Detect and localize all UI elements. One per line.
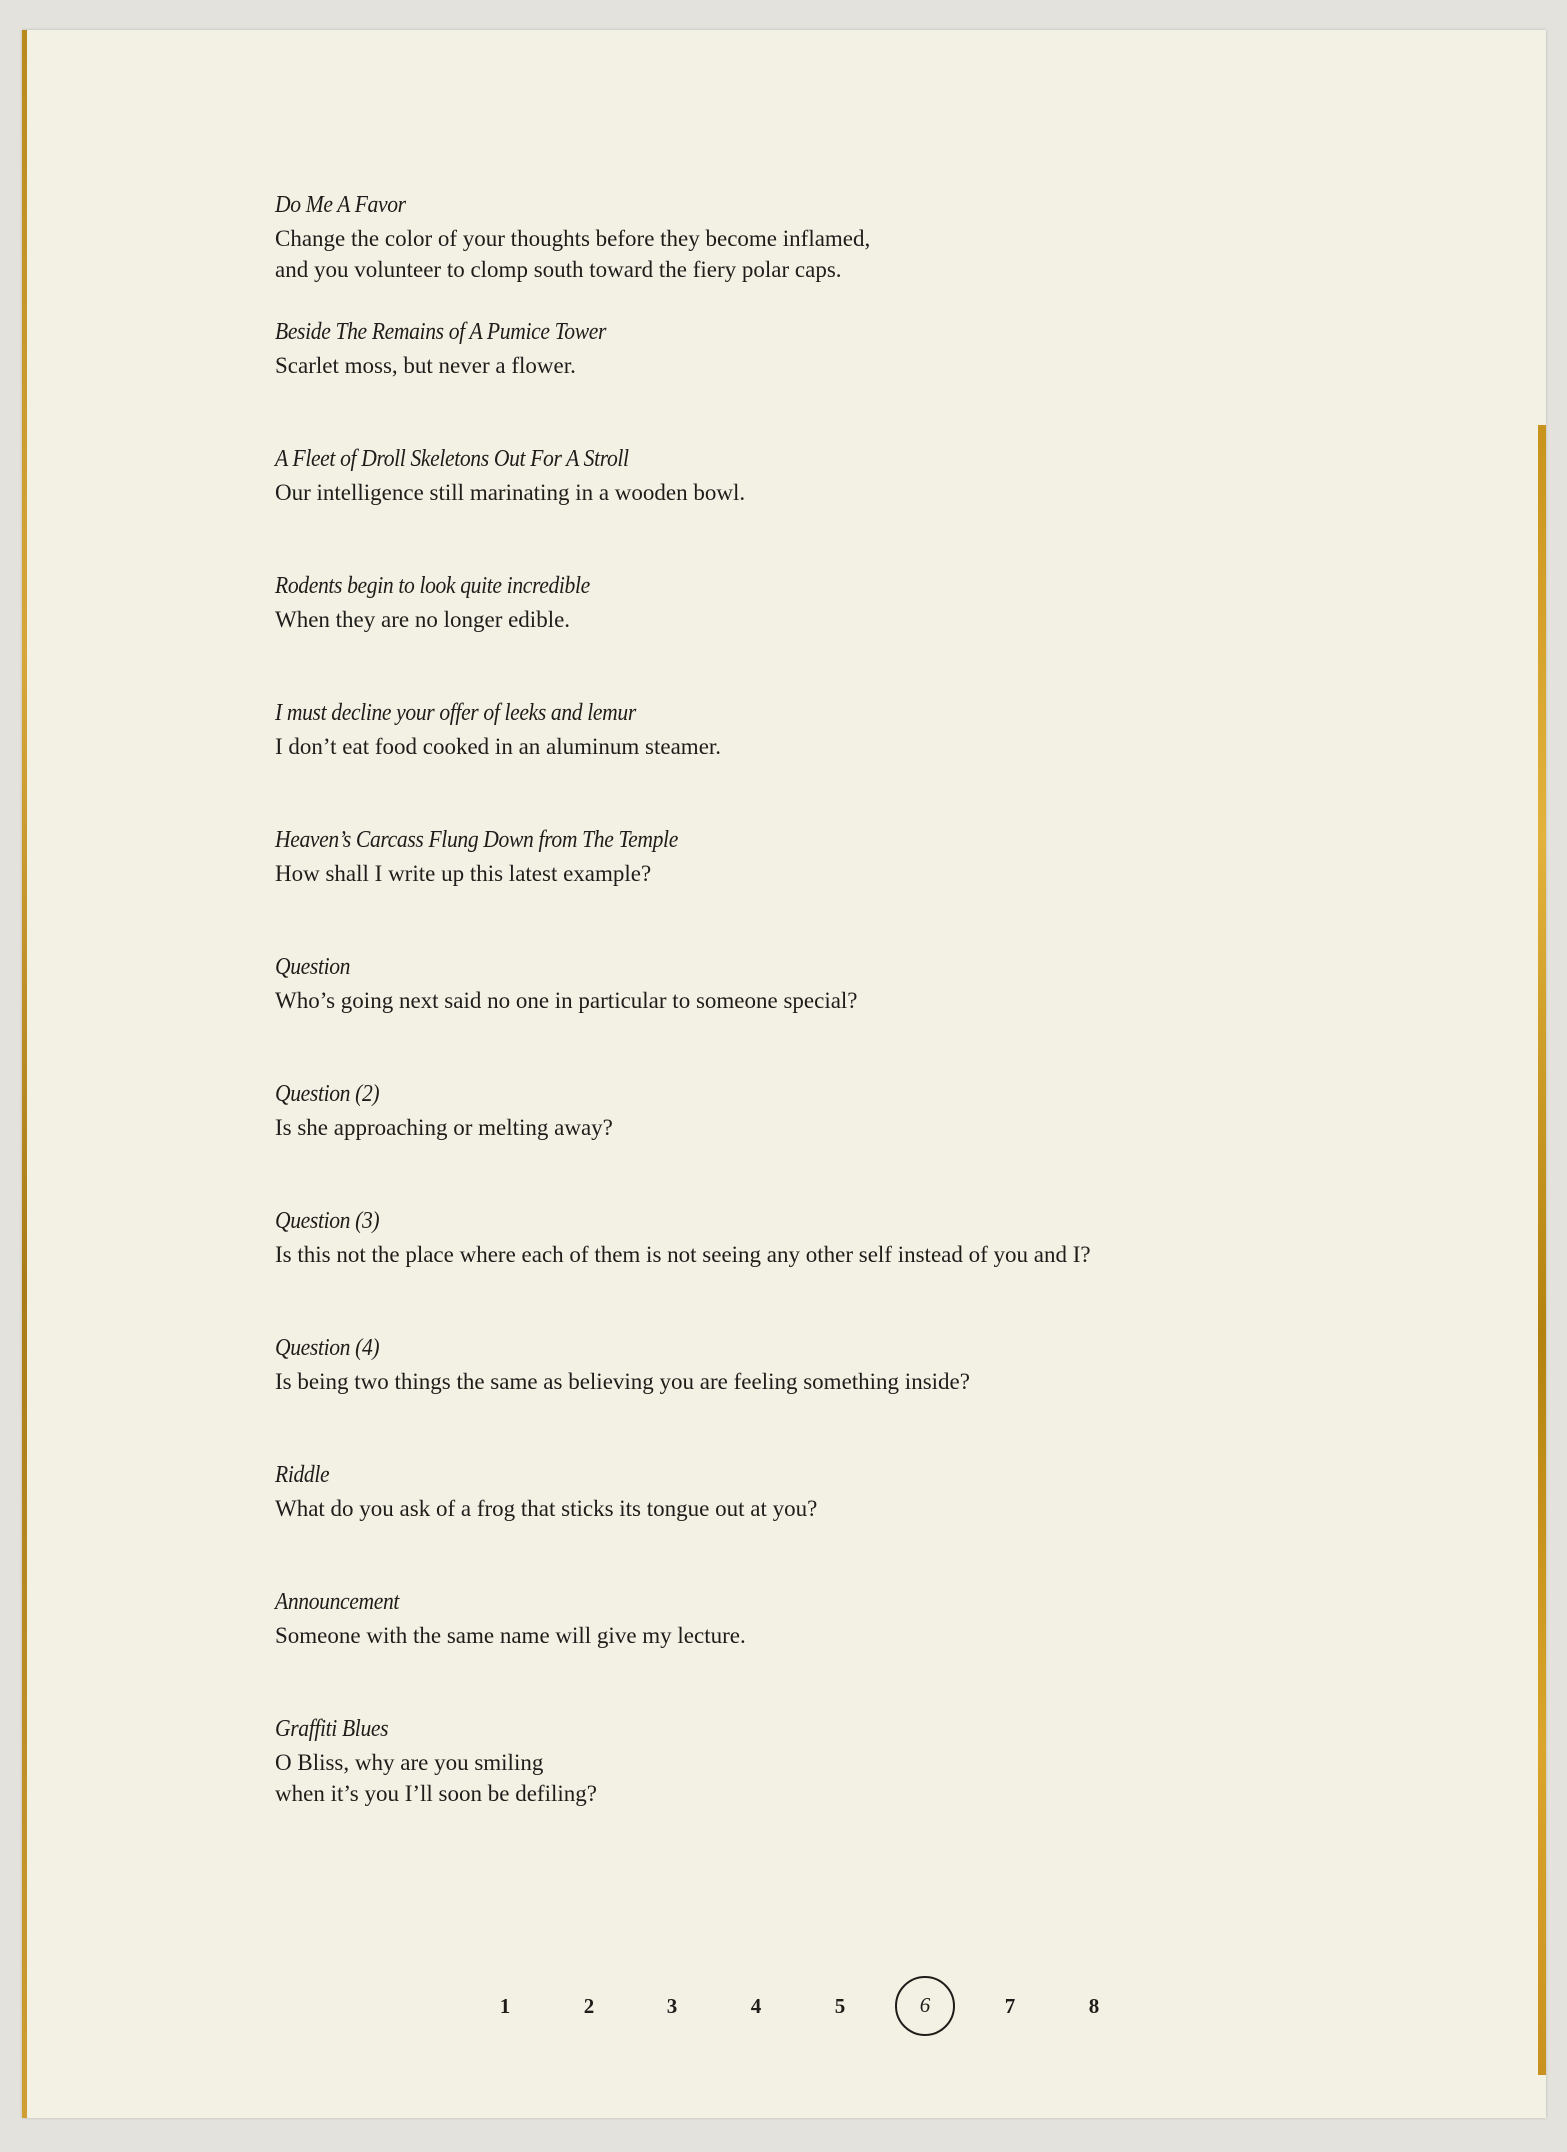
poem-line: O Bliss, why are you smiling — [275, 1750, 544, 1775]
poem-line: Is this not the place where each of them is not seeing any other self instead of you and I? — [275, 1242, 1091, 1267]
gilt-edge-right — [1538, 425, 1546, 2075]
poem-line: Scarlet moss, but never a flower. — [275, 353, 576, 378]
poem-line: Our intelligence still marinating in a wooden bowl. — [275, 480, 746, 505]
page-link-4[interactable]: 4 — [750, 1994, 762, 2018]
page-link-8[interactable]: 8 — [1088, 1994, 1100, 2018]
poem-title: I must decline your offer of leeks and lemur — [275, 700, 636, 726]
poem-line: Who’s going next said no one in particular to someone special? — [275, 988, 858, 1013]
poem-line: when it’s you I’ll soon be defiling? — [275, 1781, 597, 1806]
poem-entry — [275, 314, 1375, 441]
poem-entry — [275, 1457, 1375, 1584]
poem-entry — [275, 1076, 1375, 1203]
poem-title: Question — [275, 954, 351, 980]
poem-line: Is being two things the same as believing you are feeling something inside? — [275, 1369, 970, 1394]
page-link-5[interactable]: 5 — [834, 1994, 846, 2018]
poem-entry — [275, 1584, 1375, 1711]
poem-entry — [275, 441, 1375, 568]
poem-entry — [275, 949, 1375, 1076]
pagination — [22, 1976, 1546, 2036]
poem-entry — [275, 695, 1375, 822]
poem-entry — [275, 187, 1375, 314]
gilt-edge-left — [22, 30, 27, 2118]
poem-entry — [275, 568, 1375, 695]
poem-entry — [275, 1711, 1375, 1809]
poem-line: and you volunteer to clomp south toward the fiery polar caps. — [275, 257, 842, 282]
poem-title: Question (4) — [275, 1335, 380, 1361]
poem-entry — [275, 1203, 1375, 1330]
poem-entry — [275, 1330, 1375, 1457]
poem-line: Is she approaching or melting away? — [275, 1115, 613, 1140]
paper-sheet — [22, 30, 1546, 2118]
page-link-7[interactable]: 7 — [1004, 1994, 1016, 2018]
page-link-2[interactable]: 2 — [583, 1994, 595, 2018]
poem-title: Heaven’s Carcass Flung Down from The Temple — [275, 827, 678, 853]
poem-title: Rodents begin to look quite incredible — [275, 573, 590, 599]
poem-title: Riddle — [275, 1462, 330, 1488]
poem-line: Change the color of your thoughts before they become inflamed, — [275, 226, 871, 251]
poem-list — [275, 187, 1375, 1809]
poem-line: I don’t eat food cooked in an aluminum steamer. — [275, 734, 722, 759]
poem-title: Announcement — [275, 1589, 400, 1615]
poem-title: Graffiti Blues — [275, 1716, 389, 1742]
poem-title: A Fleet of Droll Skeletons Out For A Stroll — [275, 446, 629, 472]
poem-title: Do Me A Favor — [275, 192, 406, 218]
poem-entry — [275, 822, 1375, 949]
poem-line: What do you ask of a frog that sticks its tongue out at you? — [275, 1496, 818, 1521]
poem-line: Someone with the same name will give my lecture. — [275, 1623, 746, 1648]
page-link-1[interactable]: 1 — [499, 1994, 511, 2018]
poem-title: Beside The Remains of A Pumice Tower — [275, 319, 607, 345]
page-link-6-current[interactable]: 6 — [895, 1976, 955, 2036]
poem-title: Question (3) — [275, 1208, 380, 1234]
poem-title: Question (2) — [275, 1081, 380, 1107]
poem-line: How shall I write up this latest example? — [275, 861, 652, 886]
page-link-3[interactable]: 3 — [666, 1994, 678, 2018]
poem-line: When they are no longer edible. — [275, 607, 571, 632]
